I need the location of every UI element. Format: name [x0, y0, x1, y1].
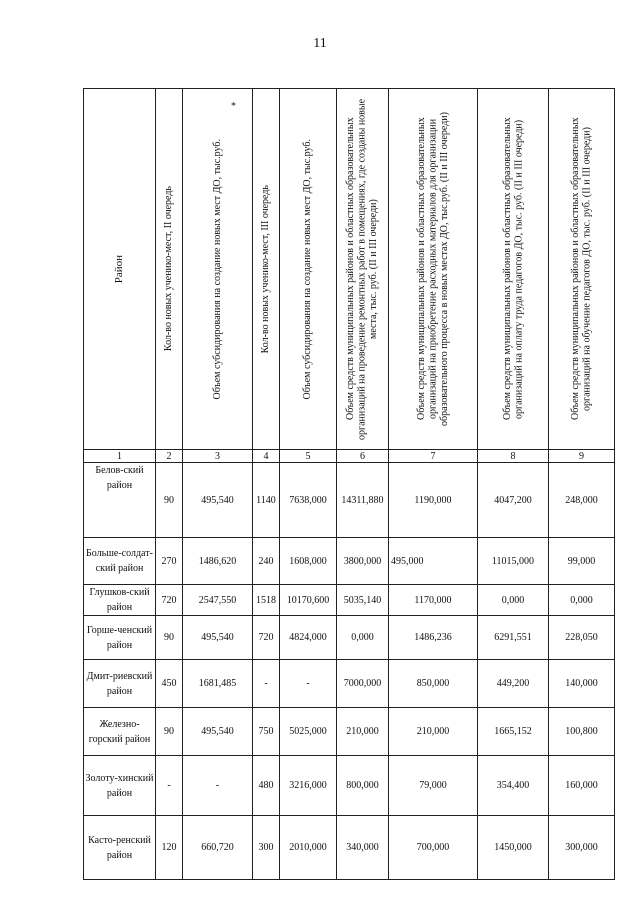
table-cell: 1681,485: [183, 660, 253, 708]
table-cell: 120: [156, 816, 183, 880]
table-cell: 4047,200: [478, 463, 549, 538]
table-cell: 270: [156, 538, 183, 585]
table-cell: 5025,000: [280, 708, 337, 756]
table-cell: 228,050: [549, 616, 615, 660]
table-cell: 248,000: [549, 463, 615, 538]
table-cell: 0,000: [478, 585, 549, 616]
table-cell: 800,000: [337, 756, 389, 816]
table-cell: 1486,620: [183, 538, 253, 585]
header-cell: [280, 89, 337, 450]
table-cell: 1190,000: [389, 463, 478, 538]
table-cell: 300: [253, 816, 280, 880]
table-cell: 79,000: [389, 756, 478, 816]
column-number: 6: [337, 450, 389, 463]
table-cell: 750: [253, 708, 280, 756]
district-cell: Железно-горский район: [84, 708, 156, 756]
header-cell: [253, 89, 280, 450]
table-cell: 720: [156, 585, 183, 616]
table-cell: 90: [156, 463, 183, 538]
header-text: Объем субсидирования на создание новых мест ДО, тыс.руб.: [211, 138, 223, 400]
table-cell: 2547,550: [183, 585, 253, 616]
district-cell: Касто-ренский район: [84, 816, 156, 880]
table-cell: 1518: [253, 585, 280, 616]
table-cell: 700,000: [389, 816, 478, 880]
header-mark: *: [231, 101, 236, 112]
table-cell: 160,000: [549, 756, 615, 816]
district-cell: Золоту-хинский район: [84, 756, 156, 816]
table-cell: 14311,880: [337, 463, 389, 538]
table-cell: -: [156, 756, 183, 816]
table-cell: 850,000: [389, 660, 478, 708]
district-cell: Дмит-риевский район: [84, 660, 156, 708]
header-cell: [183, 89, 253, 450]
table-cell: 140,000: [549, 660, 615, 708]
column-number-row: [84, 450, 615, 463]
table-cell: 300,000: [549, 816, 615, 880]
table-row: [84, 463, 615, 538]
column-number: 9: [549, 450, 615, 463]
column-number: 4: [253, 450, 280, 463]
table-cell: 240: [253, 538, 280, 585]
table-cell: 720: [253, 616, 280, 660]
district-cell: Больше-солдат-ский район: [84, 538, 156, 585]
table-cell: 90: [156, 616, 183, 660]
table-row: [84, 616, 615, 660]
table-cell: -: [183, 756, 253, 816]
table-cell: 6291,551: [478, 616, 549, 660]
district-cell: Горше-ченский район: [84, 616, 156, 660]
header-text: Кол-во новых ученико-мест, II очередь: [163, 186, 175, 352]
header-text: Объем субсидирования на создание новых мест ДО, тыс.руб.: [302, 138, 314, 400]
table-cell: 210,000: [337, 708, 389, 756]
table-cell: 11015,000: [478, 538, 549, 585]
table-cell: 2010,000: [280, 816, 337, 880]
header-cell: [389, 89, 478, 450]
page-number: 11: [313, 36, 327, 51]
header-text: Объем средств муниципальных районов и областных образовательных организаций на проведение ремонтных работ в помещениях, где созданы новые места, тыс. руб. (II и III очереди): [345, 98, 380, 440]
table-cell: 99,000: [549, 538, 615, 585]
table-cell: 4824,000: [280, 616, 337, 660]
table-cell: 7000,000: [337, 660, 389, 708]
table-cell: 1140: [253, 463, 280, 538]
header-text: Объем средств муниципальных районов и областных образовательных организаций на обучение педагогов ДО, тыс. руб. (II и III очереди): [570, 117, 593, 421]
district-cell: Глушков-ский район: [84, 585, 156, 616]
table-row: [84, 660, 615, 708]
column-number: 3: [183, 450, 253, 463]
column-number: 2: [156, 450, 183, 463]
table-row: [84, 585, 615, 616]
table-cell: 7638,000: [280, 463, 337, 538]
table-row: [84, 538, 615, 585]
table-cell: 10170,600: [280, 585, 337, 616]
districts-table: [83, 88, 615, 880]
district-cell: Белов-ский район: [84, 463, 156, 538]
table-cell: 1170,000: [389, 585, 478, 616]
column-number: 8: [478, 450, 549, 463]
header-text: Район: [113, 254, 126, 284]
table-cell: 3216,000: [280, 756, 337, 816]
header-text: Объем средств муниципальных районов и областных образовательных организаций на приобретение расходных материалов для организации образовательного процесса в новых местах ДО, тыс.руб. (II и III очереди): [415, 112, 450, 426]
table-cell: 3800,000: [337, 538, 389, 585]
table-cell: 90: [156, 708, 183, 756]
table-cell: 100,800: [549, 708, 615, 756]
table-row: [84, 756, 615, 816]
table-cell: 5035,140: [337, 585, 389, 616]
header-cell: [156, 89, 183, 450]
table-cell: -: [253, 660, 280, 708]
table-cell: 449,200: [478, 660, 549, 708]
table-cell: 480: [253, 756, 280, 816]
table-cell: 495,540: [183, 708, 253, 756]
table-cell: -: [280, 660, 337, 708]
column-number: 1: [84, 450, 156, 463]
column-number: 5: [280, 450, 337, 463]
table-cell: 495,000: [389, 538, 478, 585]
table-row: [84, 708, 615, 756]
column-number: 7: [389, 450, 478, 463]
table-cell: 1665,152: [478, 708, 549, 756]
table-cell: 340,000: [337, 816, 389, 880]
table-cell: 0,000: [549, 585, 615, 616]
table-cell: 0,000: [337, 616, 389, 660]
table-cell: 660,720: [183, 816, 253, 880]
header-text: Кол-во новых ученико-мест, III очередь: [260, 184, 272, 354]
header-cell: [478, 89, 549, 450]
table-cell: 1486,236: [389, 616, 478, 660]
header-text: Объем средств муниципальных районов и областных образовательных организаций на оплату труда педагогов ДО, тыс. руб. (II и III очереди): [501, 117, 524, 421]
table-cell: 495,540: [183, 616, 253, 660]
header-cell: [337, 89, 389, 450]
table-cell: 210,000: [389, 708, 478, 756]
header-row: [84, 89, 615, 450]
header-cell: [549, 89, 615, 450]
table-cell: 354,400: [478, 756, 549, 816]
table-cell: 1608,000: [280, 538, 337, 585]
header-cell: [84, 89, 156, 450]
table-row: [84, 816, 615, 880]
table-cell: 1450,000: [478, 816, 549, 880]
table-cell: 450: [156, 660, 183, 708]
table-cell: 495,540: [183, 463, 253, 538]
